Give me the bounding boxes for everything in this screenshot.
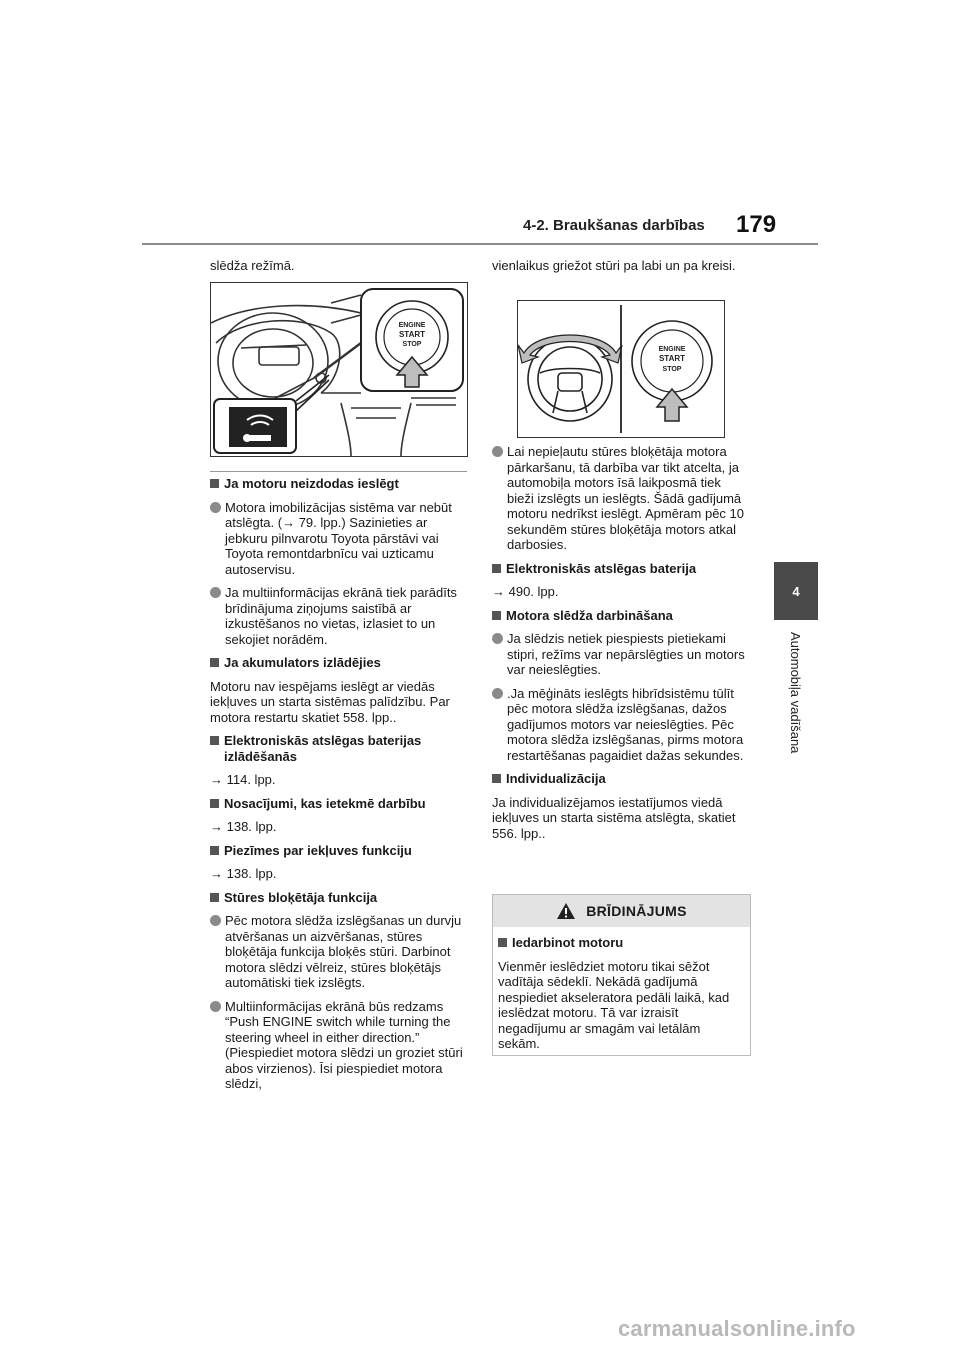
left-intro: slēdža režīmā. [210,258,295,273]
heading: Ja motoru neizdodas ieslēgt [210,476,468,492]
fig1-btn-line1: ENGINE [398,322,426,329]
bullet-dot-icon [492,688,503,699]
steering-wheel-drawing [518,301,724,437]
bullet-item: Multiinformācijas ekrānā būs redzams “Push ENGINE switch while turning the steering wheel in either direction.” (Piespiediet motora slēdzi un groziet stūri abos virzienos). Īsi piespiediet motora slēdzi, [210,999,468,1092]
dashboard-illustration [210,282,468,457]
fig2-btn-line2: START [658,354,686,363]
square-bullet-icon [492,564,501,573]
square-bullet-icon [210,799,219,808]
square-bullet-icon [210,846,219,855]
bullet-dot-icon [210,915,221,926]
watermark: carmanualsonline.info [618,1316,856,1341]
warning-text: Vienmēr ieslēdziet motoru tikai sēžot vadītāja sēdeklī. Nekādā gadījumā nespiediet akseleratora pedāli laikā, kad ieslēdzat motoru. Tā var izraisīt negadījumu ar smagām vai letālām sekām. [498,958,730,1051]
warning-title: BRĪDINĀJUMS [586,903,687,919]
chapter-tab [774,562,818,620]
fig2-btn-line1: ENGINE [658,346,686,353]
square-bullet-icon [210,658,219,667]
square-bullet-icon [492,611,501,620]
heading: Elektroniskās atslēgas baterija [492,561,750,577]
heading: Piezīmes par iekļuves funkciju [210,843,468,859]
warning-header [493,895,750,927]
page-reference: → 490. lpp. [492,584,559,599]
square-bullet-icon [492,774,501,783]
warning-heading: Iedarbinot motoru [498,935,745,951]
warning-triangle-icon [556,902,576,920]
heading: Individualizācija [492,771,750,787]
paragraph: Ja individualizējamos iestatījumos viedā iekļuves un starta sistēma atslēgta, skatiet 556. lpp.. [492,794,736,841]
bullet-dot-icon [210,502,221,513]
bullet-item: Ja multiinformācijas ekrānā tiek parādīts brīdinājuma ziņojums saistībā ar izkustēšanos no vietas, izlasiet to un sekojiet norādēm. [210,585,468,647]
bullet-item: Motora imobilizācijas sistēma var nebūt atslēgta. (→ 79. lpp.) Sazinieties ar jebkuru pilnvarotu Toyota pārstāvi vai Toyota remontdarbnīcu vai uzticamu autoservisu. [210,500,468,578]
fig1-btn-line3: STOP [402,341,422,348]
chapter-label-wrap [787,632,805,792]
paragraph: Motoru nav iespējams ieslēgt ar viedās iekļuves un starta sistēmas palīdzību. Par motora restartu skatiet 558. lpp.. [210,678,450,725]
heading: Nosacījumi, kas ietekmē darbību [210,796,468,812]
bullet-item: .Ja mēģināts ieslēgts hibrīdsistēmu tūlīt pēc motora slēdža izslēgšanas, dažos gadījumos motors var neieslēgties. Pēc motora slēdža izslēgšanas, pirms motora restartēšanas pagaidiet dažas sekundes. [492,686,750,764]
square-bullet-icon [210,736,219,745]
section-divider [210,471,467,472]
header-rule [142,243,818,245]
bullet-item: Pēc motora slēdža izslēgšanas un durvju atvēršanas un aizvēršanas, stūres bloķētāja funkcija bloķēs stūri. Darbinot motora slēdzi vēlreiz, stūres bloķētājs automātiski tiek izslēgts. [210,913,468,991]
dashboard-drawing [211,283,467,456]
fig1-btn-line2: START [398,330,426,339]
chapter-label: Automobiļa vadīšana [788,632,803,754]
fig2-btn-line3: STOP [662,366,682,373]
bullet-dot-icon [492,446,503,457]
heading: Stūres bloķētāja funkcija [210,890,468,906]
right-intro: vienlaikus griežot stūri pa labi un pa kreisi. [492,258,736,273]
square-bullet-icon [498,938,507,947]
square-bullet-icon [210,479,219,488]
page-number: 179 [736,211,777,238]
bullet-dot-icon [210,587,221,598]
heading: Ja akumulators izlādējies [210,655,468,671]
bullet-dot-icon [210,1001,221,1012]
bullet-dot-icon [492,633,503,644]
left-column [210,476,468,1100]
warning-box [492,894,751,1056]
heading: Elektroniskās atslēgas baterijas izlādēšanās [210,733,468,764]
page-reference: → 138. lpp. [210,866,277,881]
heading: Motora slēdža darbināšana [492,608,750,624]
page-reference: → 114. lpp. [210,772,276,787]
section-title: 4-2. Braukšanas darbības [523,217,705,234]
page-reference: → 138. lpp. [210,819,277,834]
right-column [492,444,750,849]
steering-start-illustration [517,300,725,438]
bullet-item: Lai nepieļautu stūres bloķētāja motora pārkaršanu, tā darbība var tikt atcelta, ja automobiļa motors īsā laikposmā tiek bieži izslēgts un ieslēgts. Šādā gadījumā motoru nedrīkst ieslēgt. Apmēram pēc 10 sekundēm stūres bloķētāja motors atkal darbosies. [492,444,750,553]
chapter-number: 4 [792,583,800,599]
square-bullet-icon [210,893,219,902]
bullet-item: Ja slēdzis netiek piespiests pietiekami stipri, režīms var nepārslēgties un motors var neieslēgties. [492,631,750,678]
